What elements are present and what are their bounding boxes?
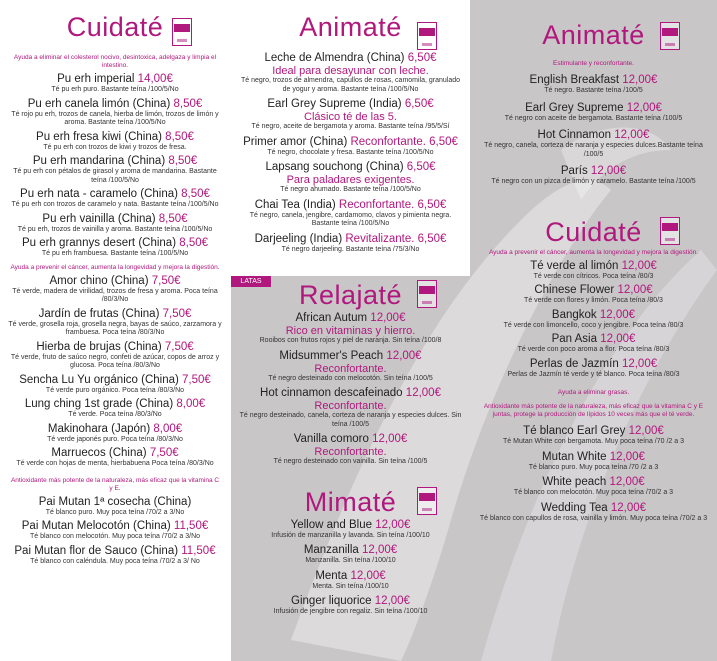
section-title: Animaté	[299, 12, 402, 42]
tea-box-icon	[417, 487, 437, 515]
menu-item-name	[231, 387, 470, 400]
item-origin: (India)	[303, 198, 336, 211]
item-price: 12,00€	[626, 101, 662, 114]
item-subtitle: Ideal para desayunar con leche.	[272, 65, 429, 77]
item-name-text: Hot Cinnamon	[537, 129, 612, 141]
item-name-text: Lapsang souchong	[265, 161, 363, 173]
menu-item	[470, 165, 717, 187]
item-detail: Té negro, chocolate y fresa. Bastante teína /100/5/No	[267, 148, 434, 156]
menu-item-name	[470, 102, 717, 115]
menu-item	[0, 496, 230, 518]
item-name-text: Té verde al limón	[530, 259, 619, 272]
item-detail: Perlas de Jazmín té verde y té blanco. Poca teína /80/3	[507, 370, 680, 378]
menu-item-name	[0, 545, 230, 558]
item-price: 12,00€	[374, 595, 410, 607]
item-list	[0, 73, 230, 259]
section-title: Animaté	[542, 20, 645, 50]
item-detail: Té negro desteinado, canela, corteza de naranja y especies dulces. Sin teína /100/5	[239, 412, 462, 428]
item-detail: Té blanco con caléndula. Muy poca teína /70/2 a 3/ No	[30, 557, 200, 565]
item-price: 8,50€	[179, 237, 209, 249]
menu-item	[231, 312, 470, 346]
menu-item	[231, 519, 470, 541]
item-tagline: Reconfortante.	[338, 198, 415, 211]
item-origin: (China)	[365, 161, 404, 173]
section-description: Estimulante y reconfortante.	[553, 60, 634, 67]
menu-item	[470, 425, 717, 447]
item-detail: Té verde con poco aroma a flor. Poca teína /80/3	[517, 346, 670, 353]
item-origin: (China)	[366, 52, 405, 64]
item-list	[0, 496, 230, 567]
item-detail: Té verde. Poca teína /80/3/No	[68, 411, 162, 418]
menu-item-name	[470, 260, 717, 273]
item-name-text: París	[560, 165, 588, 177]
item-origin: (India)	[369, 98, 402, 110]
section-header-cuidate	[0, 0, 230, 40]
item-price: 7,50€	[164, 340, 194, 353]
menu-item	[0, 341, 230, 371]
item-name-text: Amor chino	[49, 274, 108, 287]
menu-item	[0, 275, 230, 305]
menu-item-name	[0, 308, 230, 321]
item-list	[470, 74, 717, 187]
menu-item	[470, 74, 717, 96]
item-price: 14,00€	[137, 73, 173, 85]
menu-item-name	[470, 451, 717, 464]
menu-item	[231, 570, 470, 592]
item-detail: Té blanco con melocotón. Muy poca teína /70/2 a 3	[513, 489, 674, 496]
column-left	[0, 0, 230, 566]
menu-item	[0, 398, 230, 420]
item-price: 7,50€	[162, 307, 192, 320]
item-name-text: Pu erh imperial	[57, 73, 135, 85]
item-name-text: Hot cinnamon descafeinado	[260, 387, 403, 399]
menu-item	[231, 387, 470, 429]
menu-item-name	[0, 131, 230, 144]
menu-item-name	[231, 544, 470, 557]
menu-item-name	[0, 374, 230, 387]
item-name-text: Earl Grey Supreme	[267, 98, 366, 110]
item-origin: (India)	[309, 232, 343, 245]
menu-item-name	[470, 165, 717, 178]
menu-item	[231, 136, 470, 158]
item-origin: (China)	[117, 212, 156, 225]
item-name-text: Wedding Tea	[540, 501, 608, 514]
latas-label: LATAS	[231, 276, 271, 287]
item-price: 12,00€	[622, 74, 658, 86]
item-name-text: Bangkok	[551, 308, 597, 321]
menu-item-name	[470, 476, 717, 489]
item-list	[0, 275, 230, 469]
item-detail: Té negro con aceite de bergamota. Bastante teína /100/5	[504, 114, 683, 122]
item-price: 12,00€	[405, 387, 441, 399]
menu-item	[470, 129, 717, 159]
menu-item	[0, 237, 230, 259]
menu-item-name	[0, 520, 230, 533]
menu-item	[0, 73, 230, 95]
menu-item-name	[0, 341, 230, 354]
item-name-text: Primer amor	[243, 135, 307, 148]
item-price: 7,50€	[149, 447, 179, 459]
item-name-text: Jardín de frutas	[38, 307, 119, 320]
item-detail: Té verde, madera de virilidad, trozos de fresa y aroma. Poca teína /80/3/No	[12, 287, 218, 303]
item-name-text: Earl Grey Supreme	[525, 101, 624, 114]
item-origin: (China)	[140, 188, 178, 200]
item-name-text: Darjeeling	[254, 232, 307, 245]
item-price: 6,50€	[406, 161, 436, 173]
menu-item	[231, 199, 470, 229]
item-name-text: Pu erh fresa kiwi	[36, 130, 122, 143]
item-name-text: Pu erh nata - caramelo	[20, 188, 138, 200]
menu-item	[0, 447, 230, 469]
item-name-text: Pu erh vainilla	[42, 212, 115, 225]
menu-item-name	[0, 398, 230, 411]
menu-item	[470, 309, 717, 331]
item-detail: Té negro desteinado con melocotón. Sin teína /100/5	[268, 374, 433, 382]
item-name-text: English Breakfast	[529, 74, 620, 86]
item-name-text: Marruecos	[51, 447, 106, 459]
item-name-text: Manzanilla	[303, 544, 359, 556]
menu-item	[470, 451, 717, 473]
item-origin: (China)	[153, 495, 192, 508]
item-detail: Té verde con cítricos. Poca teína /80/3	[533, 272, 654, 280]
menu-item-name	[470, 425, 717, 438]
item-detail: Té blanco puro. Muy poca teína /70/2 a 3/No	[45, 508, 185, 516]
item-price: 12,00€	[370, 312, 406, 324]
menu-item	[231, 233, 470, 255]
item-name-text: Perlas de Jazmín	[529, 357, 619, 370]
item-detail: Té negro desteinado con vainilla. Sin teína /100/5	[273, 458, 428, 465]
tea-box-icon	[660, 217, 680, 245]
item-detail: Té blanco puro. Muy poca teína /70 /2 a 3	[528, 463, 659, 471]
item-name-text: Hierba de brujas	[36, 340, 121, 353]
menu-item	[0, 520, 230, 542]
item-detail: Té rojo pu erh, trozos de canela, hierba de limón, trozos de limón y aroma. Bastante teína /100/5/No	[11, 110, 219, 126]
menu-item-name	[231, 161, 470, 174]
item-price: 12,00€	[609, 450, 645, 463]
menu-item-name	[0, 73, 230, 86]
item-price: 6,50€	[407, 52, 437, 64]
item-name-text: Sencha Lu Yu orgánico	[19, 373, 138, 386]
item-price: 12,00€	[599, 308, 636, 321]
item-price: 8,00€	[153, 422, 183, 435]
item-price: 11,50€	[173, 520, 209, 532]
item-list	[470, 260, 717, 380]
menu-item-name	[0, 423, 230, 436]
item-origin: (China)	[124, 130, 162, 143]
item-origin: (China)	[110, 274, 149, 287]
item-price: 6,50€	[404, 98, 434, 110]
menu-item	[470, 260, 717, 282]
menu-item-name	[470, 358, 717, 371]
item-name-text: African Autum	[295, 312, 368, 324]
item-name-text: Pan Asia	[551, 333, 597, 345]
item-detail: Té pu erh con pétalos de girasol y aroma de mandarina. Bastante teína /100/5/No	[13, 168, 217, 184]
item-price: 8,00€	[176, 398, 206, 410]
section-description: Antioxidante más potente de la naturaleza, más eficaz que la vitamina C y E.	[10, 476, 220, 492]
section-header-relajate	[231, 268, 470, 308]
menu-item-name	[470, 284, 717, 297]
menu-item	[231, 595, 470, 617]
item-price: 12,00€	[614, 129, 650, 141]
menu-item-name	[231, 519, 470, 532]
section-header-animate	[470, 8, 717, 48]
item-price: 12,00€	[621, 357, 658, 370]
menu-item-name	[470, 309, 717, 322]
item-origin: (China)	[138, 237, 177, 249]
item-detail: Té blanco con melocotón. Muy poca teína /70/2 a 3/No	[29, 533, 201, 540]
menu-item	[470, 476, 717, 498]
item-detail: Té Mutan White con bergamota. Muy poca teína /70 /2 a 3	[503, 438, 684, 445]
item-subtitle: Reconfortante.	[314, 446, 387, 458]
item-name-text: Vanilla comoro	[293, 433, 369, 445]
item-name-text: Pai Mutan Melocotón	[21, 520, 130, 532]
item-price: 12,00€	[372, 433, 408, 445]
item-origin: (China)	[140, 544, 179, 557]
menu-item	[231, 350, 470, 384]
item-origin: (China)	[108, 447, 147, 459]
item-list	[231, 52, 470, 254]
item-name-text: Makinohara	[47, 422, 108, 435]
item-detail: Té verde, fruto de saúco negro, confeti de azúcar, copos de arroz y glucosa. Poca teína /80/3/No	[10, 353, 220, 369]
section-title: Relajaté	[298, 280, 403, 310]
item-detail: Té pu erh, trozos de vainilla y aroma. Bastante teína /100/5/No	[17, 225, 213, 233]
menu-item-name	[231, 350, 470, 363]
section-description: Ayuda a prevenir el cáncer, aumenta la longevidad y mejora la digestión.	[488, 248, 699, 256]
item-price: 6,50€	[429, 135, 458, 148]
item-detail: Té blanco con capullos de rosa, vainilla y limón. Muy poca teína /70/2 a 3	[479, 514, 708, 522]
item-price: 8,50€	[181, 188, 210, 200]
menu-item	[0, 155, 230, 185]
item-price: 7,50€	[151, 274, 181, 287]
column-right	[470, 0, 717, 523]
menu-item-name	[231, 199, 470, 212]
section-header-cuidate	[470, 205, 717, 245]
item-name-text: Pu erh canela limón	[27, 97, 130, 110]
menu-item-name	[0, 155, 230, 168]
item-price: 12,00€	[617, 284, 653, 296]
item-detail: Menta. Sin teína /100/10	[312, 582, 389, 590]
menu-item	[0, 213, 230, 235]
item-detail: Té negro, canela, corteza de naranja y especies dulces.Bastante teína /100/5	[484, 142, 703, 158]
section-title: Cuidaté	[545, 216, 642, 247]
menu-item	[470, 358, 717, 380]
item-detail: Té pu erh puro. Bastante teína /100/5/No	[51, 86, 179, 93]
menu-item	[231, 98, 470, 132]
menu-item-name	[231, 233, 470, 246]
item-price: 11,50€	[181, 544, 216, 557]
item-price: 12,00€	[362, 544, 398, 556]
item-name-text: Leche de Almendra	[264, 52, 364, 64]
item-origin: (China)	[121, 307, 160, 320]
menu-item-name	[231, 433, 470, 446]
item-detail: Té negro con un pizca de limón y caramelo. Bastante teína /100/5	[491, 178, 696, 185]
item-name-text: White peach	[542, 476, 607, 488]
item-price: 12,00€	[375, 518, 411, 531]
item-detail: Té negro, aceite de bergamota y aroma. Bastante teína /95/5/Sí	[251, 123, 450, 130]
item-name-text: Lung ching 1st grade	[24, 398, 133, 410]
section-description: Ayuda a eliminar el colesterol nocivo, desintoxica, adelgaza y limpia el intestino.	[13, 54, 217, 69]
item-origin: (China)	[132, 97, 171, 110]
menu-item-name	[231, 52, 470, 65]
item-subtitle: Reconfortante.	[314, 400, 387, 412]
item-subtitle: Rico en vitaminas y hierro.	[285, 325, 416, 337]
menu-item-name	[470, 129, 717, 142]
menu-item	[0, 98, 230, 128]
menu-item-name	[231, 570, 470, 583]
menu-item	[0, 423, 230, 445]
item-price: 8,50€	[173, 97, 203, 110]
item-name-text: Chinese Flower	[534, 284, 615, 296]
item-origin: (Japón)	[111, 422, 151, 435]
item-price: 8,50€	[158, 212, 188, 225]
item-detail: Infusión de jengibre con regaliz. Sin teína /100/10	[273, 608, 428, 615]
item-name-text: Té blanco Earl Grey	[523, 425, 626, 437]
item-price: 8,50€	[168, 155, 198, 167]
item-price: 6,50€	[417, 198, 447, 211]
section-description: Ayuda a eliminar grasas.	[557, 389, 630, 396]
section-header-animate	[231, 0, 470, 40]
item-price: 12,00€	[590, 165, 627, 177]
section-description: Antioxidante más potente de la naturaleza, más eficaz que la vitamina C y E juntas, protege la producción de lípidos 10 veces más que el té verde.	[483, 403, 704, 418]
item-name-text: Pu erh mandarina	[32, 155, 125, 167]
item-price: 12,00€	[600, 333, 636, 345]
item-detail: Té verde con limoncello, coco y jengibre. Poca teína /80/3	[503, 321, 684, 329]
item-price: 12,00€	[610, 501, 647, 514]
menu-item-name	[0, 447, 230, 460]
menu-item-name	[470, 502, 717, 515]
item-list	[231, 519, 470, 617]
item-detail: Té verde con hojas de menta, hierbabuena Poca teína /80/3/No	[16, 460, 214, 467]
item-detail: Té negro darjeeling. Bastante teína /75/3/No	[281, 245, 420, 253]
item-subtitle: Para paladares exigentes.	[286, 174, 415, 186]
menu-item-name	[0, 188, 230, 201]
item-subtitle: Reconfortante.	[314, 362, 387, 375]
item-detail: Té verde, grosella roja, grosella negra, bayas de saúco, zarzamora y frambuesa. Poca teína /80/3/No	[8, 320, 222, 336]
menu-item	[0, 131, 230, 153]
item-origin: (China)	[135, 398, 174, 410]
item-detail: Té negro, canela, jengibre, cardamomo, clavos y pimienta negra. Bastante teína /100/5/No	[249, 211, 452, 227]
item-origin: (China)	[133, 520, 171, 532]
menu-item-name	[0, 496, 230, 509]
item-detail: Té verde puro orgánico. Poca teína /80/3/No	[45, 386, 185, 394]
item-name-text: Yellow and Blue	[290, 518, 373, 531]
item-detail: Té verde japonés puro. Poca teína /80/3/No	[47, 435, 183, 443]
menu-item	[0, 308, 230, 338]
item-detail: Manzanilla. Sin teína /100/10	[305, 557, 396, 564]
menu-item-name	[470, 333, 717, 346]
item-detail: Té pu erh frambuesa. Bastante teína /100/5/No	[41, 250, 189, 257]
menu-item-name	[470, 74, 717, 87]
menu-item-name	[0, 213, 230, 226]
item-name-text: Menta	[315, 569, 348, 582]
section-title: Mimaté	[304, 486, 397, 517]
item-price: 7,50€	[182, 373, 211, 386]
item-price: 12,00€	[386, 349, 422, 362]
item-price: 6,50€	[417, 232, 447, 245]
item-detail: Té negro. Bastante teína /100/5	[544, 87, 643, 94]
item-detail: Té verde con flores y limón. Poca teína /80/3	[524, 297, 663, 304]
item-name-text: Pai Mutan 1ª cosecha	[38, 495, 151, 508]
item-origin: (China)	[141, 373, 179, 386]
menu-item-name	[231, 595, 470, 608]
menu-item	[231, 544, 470, 566]
item-price: 8,50€	[165, 130, 194, 143]
tea-box-icon	[417, 280, 437, 308]
item-detail: Té negro ahumado. Bastante teína /100/5/No	[280, 186, 421, 193]
item-name-text: Pu erh grannys desert	[21, 237, 136, 249]
section-description: Ayuda a prevenir el cáncer, aumenta la longevidad y mejora la digestión.	[10, 263, 220, 271]
menu-item-name	[231, 312, 470, 325]
menu-item	[470, 502, 717, 524]
tea-box-icon	[172, 18, 192, 46]
menu-item	[0, 374, 230, 396]
item-detail: Rooibos con frutos rojos y piel de naranja. Sin teína /100/8	[259, 337, 442, 344]
section-title: Cuidaté	[66, 12, 164, 42]
item-detail: Infusión de manzanilla y lavanda. Sin teína /100/10	[271, 531, 430, 539]
item-price: 12,00€	[350, 569, 386, 582]
menu-item-name	[0, 98, 230, 111]
item-name-text: Pai Mutan flor de Sauco	[14, 544, 138, 557]
item-origin: (China)	[123, 340, 162, 353]
menu-item-name	[231, 136, 470, 149]
item-origin: (China)	[127, 155, 166, 167]
item-origin: (China)	[309, 135, 348, 148]
item-price: 12,00€	[628, 425, 664, 437]
item-name-text: Midsummer's Peach	[279, 349, 384, 362]
item-detail: Té pu erh con trozos de caramelo y nata. Bastante teína /100/5/No	[11, 201, 219, 208]
menu-item	[470, 102, 717, 124]
menu-item	[0, 545, 230, 567]
menu-item	[231, 52, 470, 94]
item-price: 12,00€	[621, 259, 657, 272]
menu-item	[0, 188, 230, 210]
menu-item	[470, 284, 717, 306]
item-price: 12,00€	[609, 476, 645, 488]
item-name-text: Ginger liquorice	[291, 595, 372, 607]
menu-item-name	[0, 237, 230, 250]
column-middle	[231, 0, 470, 617]
item-list	[470, 425, 717, 523]
menu-item-name	[231, 98, 470, 111]
item-name-text: Chai Tea	[254, 198, 300, 211]
menu-item	[231, 161, 470, 195]
item-list	[231, 312, 470, 467]
menu-item	[231, 433, 470, 467]
menu-item-name	[0, 275, 230, 288]
menu-item	[470, 333, 717, 355]
item-tagline: Reconfortante.	[350, 135, 426, 148]
item-subtitle: Clásico té de las 5.	[304, 111, 397, 123]
section-header-mimate	[231, 475, 470, 515]
item-detail: Té negro, trozos de almendra, capullos de rosas, camomila, granulado de yogur y aroma. Bastante teína /100/5/No	[240, 77, 461, 93]
tea-box-icon	[417, 22, 437, 50]
tea-box-icon	[660, 22, 680, 50]
item-detail: Té pu erh con trozos de kiwi y trozos de fresa.	[43, 143, 187, 151]
item-tagline: Revitalizante.	[345, 232, 415, 245]
item-name-text: Mutan White	[542, 450, 607, 463]
